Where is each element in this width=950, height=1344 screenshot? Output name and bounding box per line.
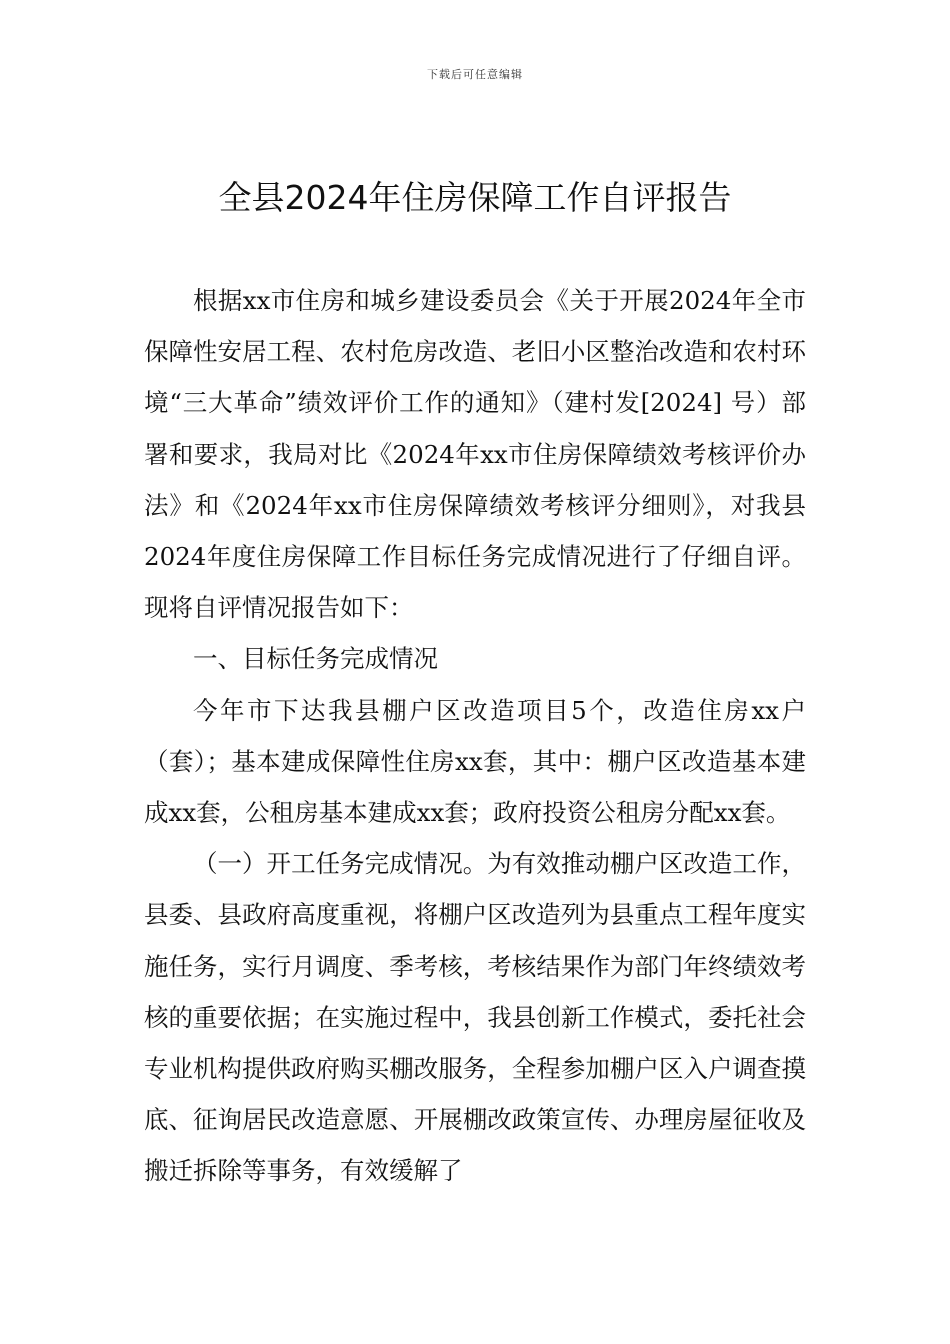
paragraph-construction: （一）开工任务完成情况。为有效推动棚户区改造工作，县委、县政府高度重视，将棚户区改造列为县重点工程年度实施任务，实行月调度、季考核，考核结果作为部门年终绩效考核的重要依据；在实施过程中，我县创新工作模式，委托社会专业机构提供政府购买棚改服务，全程参加棚户区入户调查摸底、征询居民改造意愿、开展棚改政策宣传、办理房屋征收及搬迁拆除等事务，有效缓解了 xyxy=(144,849,806,1186)
header-note: 下载后可任意编辑 xyxy=(427,68,523,81)
document-body xyxy=(144,275,806,1197)
document-title: 全县2024年住房保障工作自评报告 xyxy=(218,178,732,217)
section-heading: 一、目标任务完成情况 xyxy=(193,644,438,674)
paragraph-targets: 今年市下达我县棚户区改造项目5个，改造住房xx户（套）；基本建成保障性住房xx套，其中：棚户区改造基本建成xx套，公租房基本建成xx套；政府投资公租房分配xx套。 xyxy=(144,695,806,828)
paragraph-intro: 根据xx市住房和城乡建设委员会《关于开展2024年全市保障性安居工程、农村危房改造、老旧小区整治改造和农村环境“三大革命”绩效评价工作的通知》（建村发[2024] 号）部署和要求，我局对比《2024年xx市住房保障绩效考核评价办法》和《2024年xx市住房保障绩效考核评分细则》，对我县2024年度住房保障工作目标任务完成情况进行了仔细自评。现将自评情况报告如下： xyxy=(144,286,806,623)
